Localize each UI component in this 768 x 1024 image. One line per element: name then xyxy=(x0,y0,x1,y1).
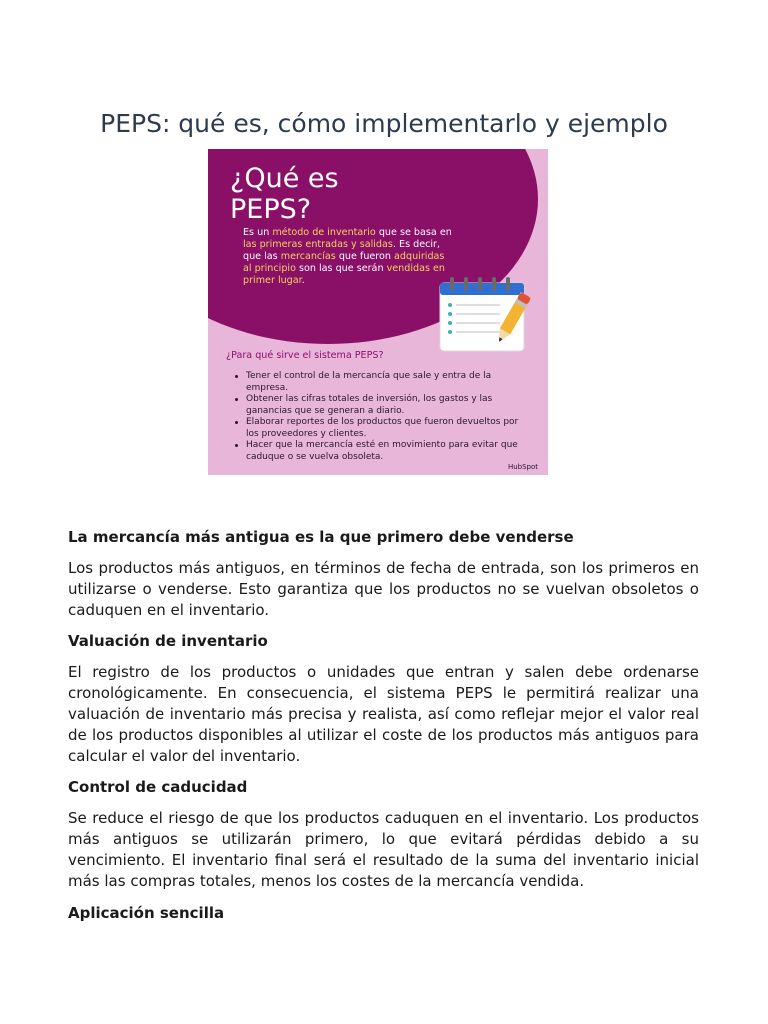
infographic-list xyxy=(233,371,533,463)
infographic-heading xyxy=(230,163,400,225)
section-paragraph: El registro de los productos o unidades que entran y salen debe ordenarse cronológicamente. En consecuencia, el sistema PEPS le permitirá realizar una valuación de inventario más precisa y realista, así como reflejar mejor el valor real de los productos disponibles al utilizar el coste de los productos más antiguos para calcular el valor del inventario. xyxy=(68,663,699,765)
hubspot-logo: HubSpot xyxy=(507,463,538,471)
desc-text: que fueron xyxy=(335,251,395,262)
section-paragraph: Los productos más antiguos, en términos de fecha de entrada, son los primeros en utilizarse o venderse. Esto garantiza que los productos no se vuelvan obsoletos o caduquen en el inventario. xyxy=(68,559,699,619)
desc-text: son las que serán xyxy=(295,263,387,274)
desc-text: que se basa en xyxy=(375,227,452,238)
peps-infographic xyxy=(208,149,548,475)
desc-highlight: las primeras entradas y salidas xyxy=(243,239,393,250)
infographic-list-item: Hacer que la mercancía esté en movimiento para evitar que caduque o se vuelva obsoleta. xyxy=(233,440,533,463)
page-title: PEPS: qué es, cómo implementarlo y ejemplo xyxy=(100,108,668,138)
desc-text: Es un xyxy=(243,227,273,238)
section-heading: La mercancía más antigua es la que primero debe venderse xyxy=(68,528,574,546)
infographic-list-item: Elaborar reportes de los productos que fueron devueltos por los proveedores y clientes. xyxy=(233,417,533,440)
desc-highlight: adquiridas al principio xyxy=(243,251,445,274)
section-paragraph: Se reduce el riesgo de que los productos caduquen en el inventario. Los productos más antiguos se utilizarán primero, lo que evitará pérdidas debido a su vencimiento. El inventario final será el resultado de la suma del inventario inicial más las compras totales, menos los costes de la mercancía vendida. xyxy=(68,809,699,890)
desc-text: . Es decir, que las xyxy=(243,239,441,262)
desc-text: . xyxy=(301,275,305,286)
desc-highlight: vendidas en primer lugar xyxy=(243,263,445,286)
infographic-list-item: Tener el control de la mercancía que sale y entra de la empresa. xyxy=(233,371,533,394)
infographic-heading-line1: ¿Qué es xyxy=(230,163,339,194)
desc-highlight: método de inventario xyxy=(272,227,376,238)
desc-highlight: mercancías xyxy=(280,251,336,262)
infographic-heading-line2: PEPS? xyxy=(230,194,312,225)
section-heading: Control de caducidad xyxy=(68,778,248,797)
infographic-subheading: ¿Para qué sirve el sistema PEPS? xyxy=(226,350,384,361)
section-heading: Aplicación sencilla xyxy=(68,903,225,922)
infographic-description xyxy=(243,227,453,287)
article-body xyxy=(68,527,699,934)
section-heading: Valuación de inventario xyxy=(68,632,268,651)
infographic-list-item: Obtener las cifras totales de inversión, los gastos y las ganancias que se generan a diario. xyxy=(233,394,533,417)
